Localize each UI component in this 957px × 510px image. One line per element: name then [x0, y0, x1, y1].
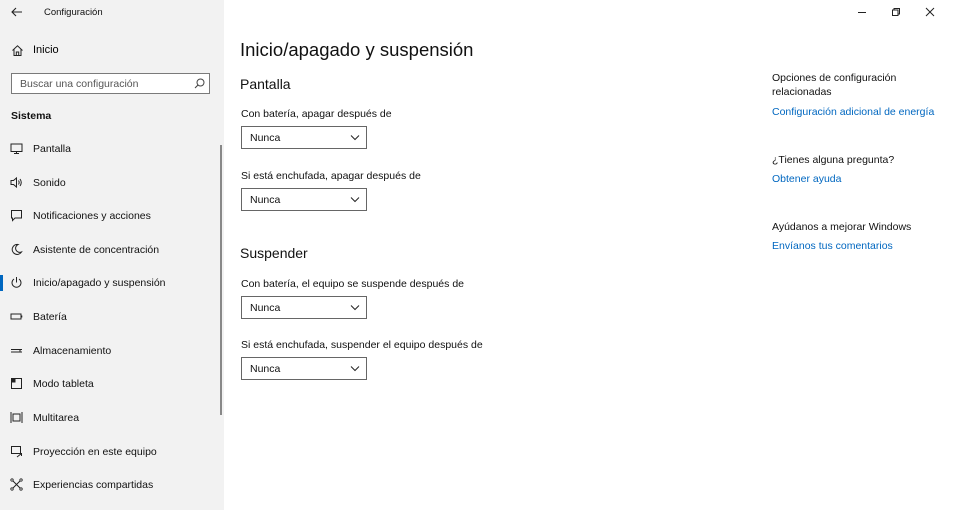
send-feedback-link[interactable]: Envíanos tus comentarios — [772, 240, 893, 252]
close-icon — [925, 7, 935, 17]
sidebar-item-experiencias[interactable] — [0, 470, 224, 500]
dropdown-value: Nunca — [250, 363, 281, 375]
app-title: Configuración — [44, 7, 103, 18]
sidebar-item-notificaciones[interactable] — [0, 201, 224, 231]
sidebar-item-label: Multitarea — [33, 412, 80, 424]
page-title: Inicio/apagado y suspensión — [240, 39, 474, 60]
back-button[interactable] — [7, 3, 27, 21]
selection-indicator — [0, 275, 3, 291]
sleep-plugged-label: Si está enchufada, suspender el equipo después de — [241, 339, 483, 351]
section-title-pantalla: Pantalla — [240, 76, 291, 92]
home-icon — [11, 44, 24, 57]
sidebar-item-label: Notificaciones y acciones — [33, 210, 151, 222]
sidebar-item-label: Asistente de concentración — [33, 244, 160, 256]
additional-power-settings-link[interactable]: Configuración adicional de energía — [772, 106, 935, 118]
sidebar — [0, 0, 224, 510]
screen-battery-label: Con batería, apagar después de — [241, 108, 392, 120]
sidebar-item-label: Sonido — [33, 177, 66, 189]
moon-icon — [10, 243, 23, 256]
sidebar-item-asistente[interactable] — [0, 235, 224, 265]
get-help-link[interactable]: Obtener ayuda — [772, 173, 842, 185]
sidebar-item-multitarea[interactable] — [0, 403, 224, 433]
shared-icon — [10, 478, 23, 491]
tablet-icon — [10, 377, 23, 390]
sidebar-scrollbar[interactable] — [220, 145, 222, 415]
related-settings-title: Opciones de configuración relacionadas — [772, 72, 897, 98]
window-controls — [847, 0, 957, 24]
screen-plugged-label: Si está enchufada, apagar después de — [241, 170, 421, 182]
back-arrow-icon — [11, 7, 23, 17]
sidebar-item-label: Pantalla — [33, 143, 71, 155]
improve-windows-title: Ayúdanos a mejorar Windows — [772, 221, 912, 233]
sidebar-item-home[interactable] — [0, 40, 224, 62]
sleep-battery-label: Con batería, el equipo se suspende después de — [241, 278, 464, 290]
sidebar-item-label: Experiencias compartidas — [33, 479, 154, 491]
monitor-icon — [10, 142, 23, 155]
projection-icon — [10, 445, 23, 458]
search-box[interactable] — [11, 73, 210, 94]
sidebar-item-label: Batería — [33, 311, 67, 323]
speaker-icon — [10, 176, 23, 189]
sidebar-item-almacenamiento[interactable] — [0, 336, 224, 366]
sidebar-item-pantalla[interactable] — [0, 134, 224, 164]
chevron-down-icon — [350, 304, 360, 311]
dropdown-value: Nunca — [250, 302, 281, 314]
storage-icon — [10, 344, 23, 357]
screen-battery-dropdown[interactable] — [241, 126, 367, 149]
close-button[interactable] — [915, 0, 945, 24]
sidebar-item-label: Almacenamiento — [33, 345, 112, 357]
sleep-plugged-dropdown[interactable] — [241, 357, 367, 380]
question-title: ¿Tienes alguna pregunta? — [772, 154, 895, 166]
sidebar-item-label: Modo tableta — [33, 378, 94, 390]
search-input[interactable] — [12, 74, 196, 93]
restore-button[interactable] — [881, 0, 911, 24]
sidebar-item-proyeccion[interactable] — [0, 437, 224, 467]
chevron-down-icon — [350, 365, 360, 372]
dropdown-value: Nunca — [250, 132, 281, 144]
sidebar-item-sonido[interactable] — [0, 168, 224, 198]
title-bar — [0, 0, 224, 24]
chevron-down-icon — [350, 134, 360, 141]
sleep-battery-dropdown[interactable] — [241, 296, 367, 319]
sidebar-item-inicio-apagado[interactable] — [0, 268, 224, 298]
chevron-down-icon — [350, 196, 360, 203]
notification-icon — [10, 209, 23, 222]
dropdown-value: Nunca — [250, 194, 281, 206]
minimize-button[interactable] — [847, 0, 877, 24]
power-icon — [10, 276, 23, 289]
screen-plugged-dropdown[interactable] — [241, 188, 367, 211]
multitask-icon — [10, 411, 23, 424]
sidebar-item-label: Inicio — [33, 44, 59, 56]
sidebar-item-label: Inicio/apagado y suspensión — [33, 277, 166, 289]
restore-icon — [891, 7, 901, 17]
section-title-suspender: Suspender — [240, 245, 308, 261]
sidebar-item-bateria[interactable] — [0, 302, 224, 332]
sidebar-item-modo-tableta[interactable] — [0, 369, 224, 399]
sidebar-item-label: Proyección en este equipo — [33, 446, 157, 458]
section-label: Sistema — [11, 110, 52, 122]
battery-icon — [10, 310, 23, 323]
minimize-icon — [857, 7, 867, 17]
search-icon[interactable] — [194, 78, 205, 89]
